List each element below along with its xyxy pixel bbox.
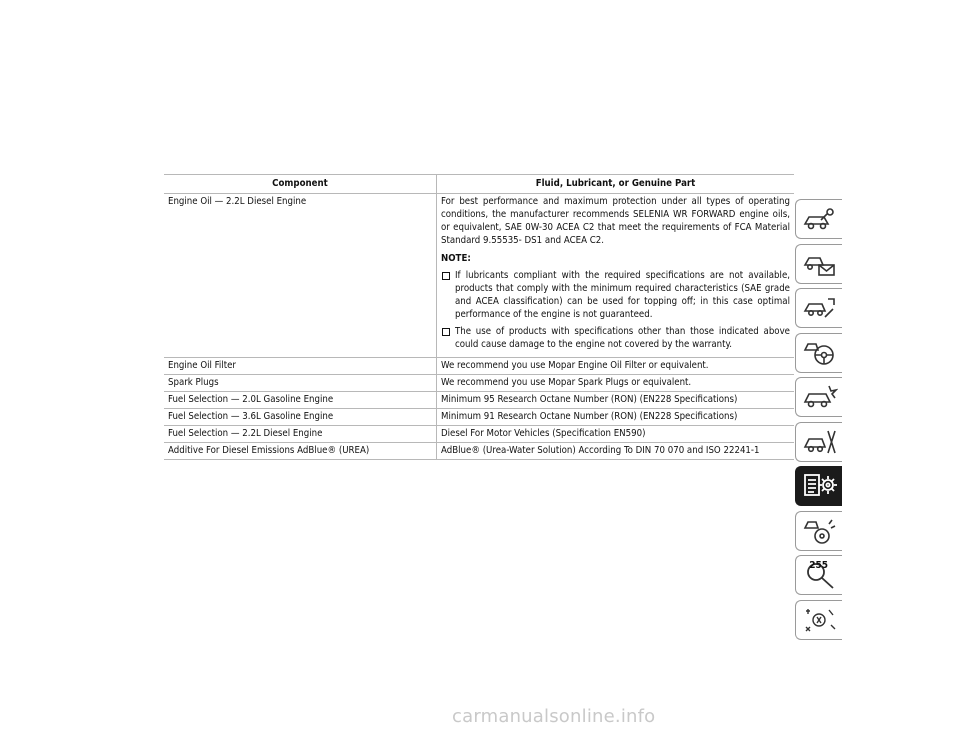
cell-component: Fuel Selection — 2.2L Diesel Engine — [164, 426, 437, 443]
cell-component: Engine Oil — 2.2L Diesel Engine — [164, 194, 437, 358]
cell-component: Fuel Selection — 3.6L Gasoline Engine — [164, 409, 437, 426]
car-key-icon — [802, 204, 838, 234]
checkbox-bullet-icon — [442, 272, 450, 280]
note-text: The use of products with specifications other than those indicated above could cause damage to the engine not covered by the warranty. — [455, 326, 790, 350]
spec-gear-icon — [802, 471, 838, 501]
car-music-icon — [802, 516, 838, 546]
list-item — [441, 325, 790, 351]
chapter-tab-getting-to-know[interactable] — [795, 199, 842, 239]
chapter-tab-strip — [795, 199, 845, 644]
cell-value: Minimum 91 Research Octane Number (RON) (EN228 Specifications) — [437, 409, 795, 426]
cell-value: We recommend you use Mopar Engine Oil Filter or equivalent. — [437, 358, 795, 375]
note-label: NOTE: — [441, 253, 471, 264]
chapter-tab-safety[interactable] — [795, 288, 842, 328]
table-row — [164, 409, 794, 426]
table-row — [164, 358, 794, 375]
table-row — [164, 194, 794, 358]
chapter-tab-starting[interactable] — [795, 333, 842, 373]
chapter-tab-servicing[interactable] — [795, 422, 842, 462]
car-mail-icon — [802, 249, 838, 279]
table-row — [164, 375, 794, 392]
cell-value — [437, 194, 795, 358]
specifications-table — [164, 174, 794, 460]
column-header-fluid: Fluid, Lubricant, or Genuine Part — [437, 175, 795, 194]
engine-oil-description: For best performance and maximum protection under all types of operating conditions, the manufacturer recommends SELENIA WR FORWARD engine oils, or equivalent, SAE 0W-30 ACEA C2 that meet the requirements of FCA Material Standard 9.55535- DS1 and ACEA C2. — [441, 196, 790, 246]
cell-value: Diesel For Motor Vehicles (Specification EN590) — [437, 426, 795, 443]
cell-value: Minimum 95 Research Octane Number (RON) (EN228 Specifications) — [437, 392, 795, 409]
car-warning-icon — [802, 293, 838, 323]
table-row — [164, 443, 794, 460]
note-text: If lubricants compliant with the required specifications are not available, products that comply with the minimum required characteristics (SAE grade and ACEA classification) can be used for topping off; in this case optimal performance of the engine is not guaranteed. — [455, 270, 790, 320]
note-list — [441, 269, 790, 351]
page-number: 255 — [809, 560, 828, 571]
table-header-row — [164, 175, 794, 194]
chapter-tab-technical-specs[interactable] — [795, 466, 842, 506]
chapter-tab-index[interactable] — [795, 600, 842, 640]
language-icon — [802, 605, 838, 635]
checkbox-bullet-icon — [442, 328, 450, 336]
table-row — [164, 392, 794, 409]
list-item — [441, 269, 790, 321]
table-row — [164, 426, 794, 443]
cell-value: AdBlue® (Urea-Water Solution) According To DIN 70 070 and ISO 22241-1 — [437, 443, 795, 460]
column-header-component: Component — [164, 175, 437, 194]
watermark: carmanualsonline.info — [452, 706, 656, 727]
cell-value: We recommend you use Mopar Spark Plugs or equivalent. — [437, 375, 795, 392]
chapter-tab-dashboard[interactable] — [795, 244, 842, 284]
car-crash-icon — [802, 382, 838, 412]
chapter-tab-multimedia[interactable] — [795, 511, 842, 551]
chapter-tab-emergency[interactable] — [795, 377, 842, 417]
cell-component: Additive For Diesel Emissions AdBlue® (UREA) — [164, 443, 437, 460]
car-tools-icon — [802, 427, 838, 457]
cell-component: Fuel Selection — 2.0L Gasoline Engine — [164, 392, 437, 409]
cell-component: Spark Plugs — [164, 375, 437, 392]
steering-wheel-icon — [802, 338, 838, 368]
cell-component: Engine Oil Filter — [164, 358, 437, 375]
